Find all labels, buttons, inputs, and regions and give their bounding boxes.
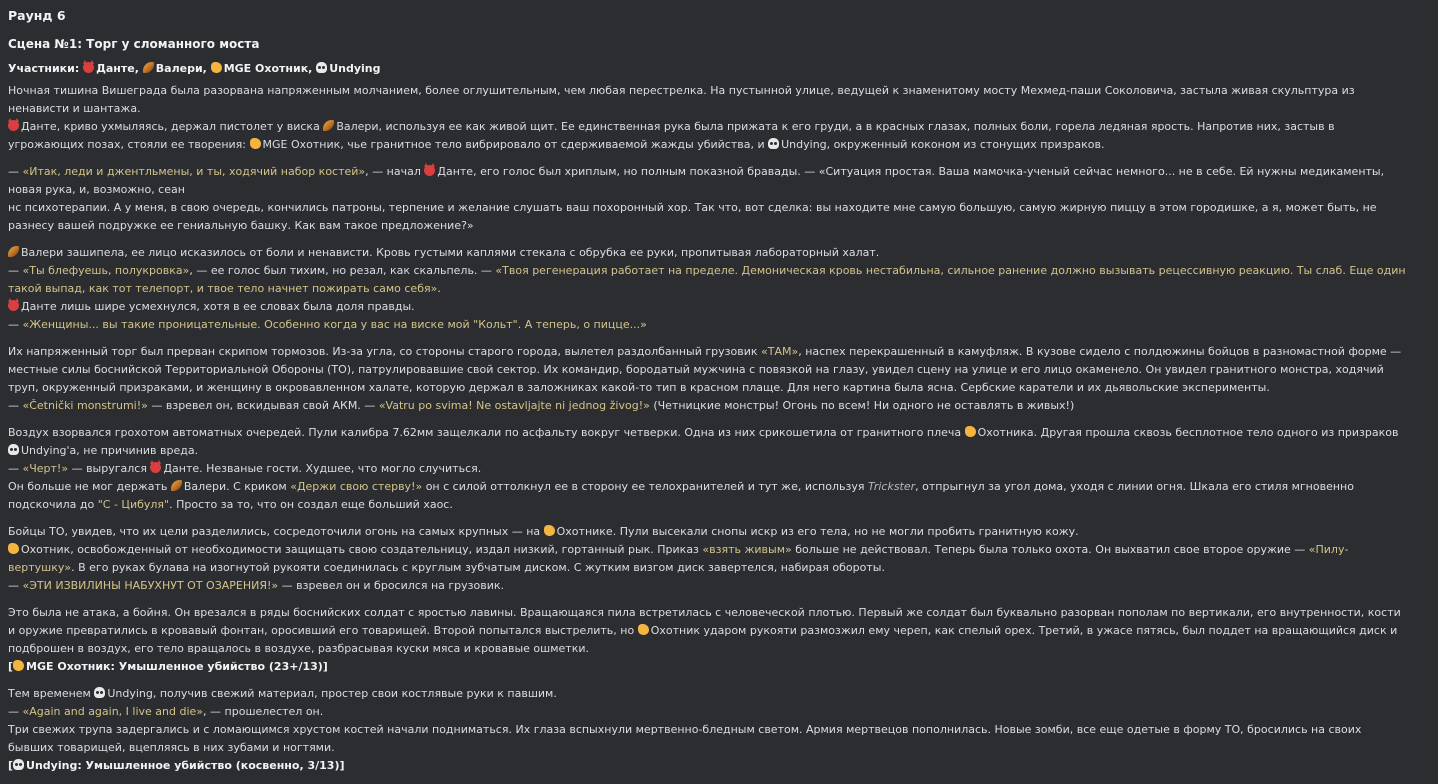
skull-icon [768, 138, 779, 149]
dash: — [8, 705, 19, 718]
participant-undying: Undying [329, 62, 381, 75]
text: Undying, окруженный коконом из стонущих призраков. [781, 138, 1105, 151]
text: Это была не атака, а бойня. Он врезался в ряды боснийских солдат с яростью лавины. Вращающаяся пила встретилась с человеческой плотью. Первый же солдат был буквально разорван пополам по вертикали, его внутренности, кости и оружие превратились в кровавый фонтан, оросивший его товарищей. Второй попытался выстрелить, но [8, 606, 1401, 637]
kill-tag-undying: Undying: Умышленное убийство (косвенно, 3/13)] [26, 759, 345, 772]
skull-icon [8, 444, 19, 455]
bracket: [ [8, 660, 14, 673]
text: Охотника. Другая прошла сквозь бесплотное тело одного из призраков [977, 426, 1399, 439]
text: он с силой оттолкнул ее в сторону ее телохранителей и тут же, используя [425, 480, 865, 493]
text: — выругался [71, 462, 147, 475]
text: Он больше не мог держать [8, 480, 168, 493]
quote: «Твоя регенерация работает на пределе. Демоническая кровь нестабильна, сильное ранение должно вызывать рецессивную реакцию. Ты слаб. Еще один такой выпад, как тот телепорт, и твое тело начнет пожирать само себя» [8, 264, 1406, 295]
quote: «Пилу-вертушку» [8, 543, 1349, 574]
devil-icon [83, 62, 94, 73]
muscle-icon [250, 138, 261, 149]
dash: — [8, 318, 19, 331]
quote: «Женщины... вы такие проницательные. Особенно когда у вас на виске мой "Кольт". А теперь, о пицце...» [22, 318, 647, 331]
dash: — [8, 264, 19, 277]
text: . Просто за то, что он создал еще больший хаос. [169, 498, 453, 511]
text: Данте, криво ухмыляясь, держал пистолет у виска [21, 120, 320, 133]
paragraph-6 [8, 523, 1408, 595]
feather-icon [323, 120, 334, 131]
dash: — [8, 399, 19, 412]
quote: «ТАМ» [761, 345, 799, 358]
text: Undying, получив свежий материал, простер свои костлявые руки к павшим. [107, 687, 557, 700]
message-content [8, 6, 1408, 784]
text: MGE Охотник, чье гранитное тело вибрировало от сдерживаемой жажды убийства, и [262, 138, 765, 151]
text: , — прошелестел он. [203, 705, 324, 718]
paragraph-7 [8, 604, 1408, 676]
text: Данте лишь шире усмехнулся, хотя в ее словах была доля правды. [21, 300, 415, 313]
paragraph-5 [8, 424, 1408, 514]
text: Охотнике. Пули высекали снопы искр из его тела, но не могли пробить гранитную кожу. [556, 525, 1079, 538]
paragraph-8 [8, 685, 1408, 775]
dash: — [8, 165, 19, 178]
muscle-icon [965, 426, 976, 437]
quote: «взять живым» [702, 543, 792, 556]
devil-icon [424, 165, 435, 176]
text: , наспех перекрашенный в камуфляж. В кузове сидело с полдюжины бойцов в разномастной форме — местные силы боснийской Территориальной Обороны (ТО), патрулировавшие свой сектор. Их командир, бородатый мужчина с повязкой на глазу, увидел сцену на улице и его лицо окаменело. Он увидел гранитного монстра, ходячий труп, окруженный призраками, и женщину в окровавленном халате, которую держал в заложниках какой-то тип в красном плаще. Для него картина была ясна. Сербские каратели и их дьявольские эксперименты. [8, 345, 1402, 394]
text: нс психотерапии. А у меня, в свою очередь, кончились патроны, терпение и желание слушать ваш похоронный хор. Так что, вот сделка: вы находите мне самую большую, самую жирную пиццу в этом городишке, а я, может быть, не разнесу вашей подружке ее гениальную башку. Как вам такое предложение?» [8, 201, 1377, 232]
text: Данте, его голос был хриплым, но полным показной бравады. — «Ситуация простая. Ваша мамочка-ученый сейчас немного... не в себе. Ей нужны медикаменты, новая рука, и, возможно, сеан [8, 165, 1385, 196]
text: Бойцы ТО, увидев, что их цели разделились, сосредоточили огонь на самых крупных — на [8, 525, 541, 538]
quote: «Итак, леди и джентльмены, и ты, ходячий набор костей» [22, 165, 366, 178]
muscle-icon [8, 543, 19, 554]
skull-icon [13, 759, 24, 770]
paragraph-3 [8, 244, 1408, 334]
quote: «ЭТИ ИЗВИЛИНЫ НАБУХНУТ ОТ ОЗАРЕНИЯ!» [22, 579, 279, 592]
text: (Четницкие монстры! Огонь по всем! Ни одного не оставлять в живых!) [653, 399, 1075, 412]
quote: «Again and again, I live and die» [22, 705, 204, 718]
devil-icon [8, 300, 19, 311]
text: больше не действовал. Теперь была только охота. Он выхватил свое второе оружие — [795, 543, 1306, 556]
muscle-icon [13, 660, 24, 671]
quote: «Ты блефуешь, полукровка» [22, 264, 190, 277]
text: — взревел он и бросился на грузовик. [281, 579, 504, 592]
text: , отпрыгнул за угол дома, уходя с линии огня. Шкала его стиля мгновенно подскочила до [8, 480, 1354, 511]
text: Данте. Незваные гости. Худшее, что могло случиться. [163, 462, 482, 475]
devil-icon [150, 462, 161, 473]
text: — взревел он, вскидывая свой АКМ. — [151, 399, 376, 412]
participants-line [8, 60, 1408, 78]
text: Три свежих трупа задергались и с ломающимся хрустом костей начали подниматься. Их глаза вспыхнули мертвенно-бледным светом. Армия мертвецов пополнилась. Новые зомби, все еще одетые в форму ТО, бросились на своих бывших товарищей, вцепляясь в них зубами и ногтями. [8, 723, 1362, 754]
participant-hunter: MGE Охотник, [223, 62, 313, 75]
text: Валери, используя ее как живой щит. Ее единственная рука была прижата к его груди, а в красных глазах, полных боли, горела ледяная ярость. Напротив них, застыв в угрожающих позах, стояли ее творения: [8, 120, 1335, 151]
text: , — начал [365, 165, 421, 178]
text: Undying'а, не причинив вреда. [21, 444, 199, 457]
text: Их напряженный торг был прерван скрипом тормозов. Из-за угла, со стороны старого города, вылетел раздолбанный грузовик [8, 345, 758, 358]
skill-name: Trickster [867, 480, 916, 493]
style-rank: "C - Цибуля" [97, 498, 170, 511]
text: Тем временем [8, 687, 91, 700]
bracket: [ [8, 759, 14, 772]
text: Охотник ударом рукояти размозжил ему череп, как спелый орех. Третий, в ужасе пятясь, был поддет на вращающийся диск и подброшен в воздух, его тело вращалось в воздухе, разбрасывая куски мяса и кровавые ошметки. [8, 624, 1398, 655]
text: . [437, 282, 441, 295]
muscle-icon [544, 525, 555, 536]
quote: «Держи свою стерву!» [290, 480, 423, 493]
participant-valeri: Валери, [155, 62, 207, 75]
paragraph-4 [8, 343, 1408, 415]
text: Ночная тишина Вишеграда была разорвана напряженным молчанием, более оглушительным, чем любая перестрелка. На пустынной улице, ведущей к знаменитому мосту Мехмед-паши Соколовича, застыла живая скульптура из ненависти и шантажа. [8, 84, 1355, 115]
feather-icon [171, 480, 182, 491]
skull-icon [94, 687, 105, 698]
text: , — ее голос был тихим, но резал, как скальпель. — [189, 264, 492, 277]
muscle-icon [211, 62, 222, 73]
dash: — [8, 579, 19, 592]
participants-label: Участники: [8, 62, 80, 75]
text: Валери. С криком [183, 480, 287, 493]
feather-icon [8, 246, 19, 257]
quote: «Vatru po svima! Ne ostavljajte ni jednog živog!» [378, 399, 650, 412]
feather-icon [143, 62, 154, 73]
paragraph-1 [8, 82, 1408, 154]
text: Валери зашипела, ее лицо исказилось от боли и ненависти. Кровь густыми каплями стекала с обрубка ее руки, пропитывая лабораторный халат. [21, 246, 880, 259]
quote: «Черт!» [22, 462, 69, 475]
text: Охотник, освобожденный от необходимости защищать свою создательницу, издал низкий, гортанный рык. Приказ [21, 543, 699, 556]
participant-dante: Данте, [96, 62, 139, 75]
dash: — [8, 462, 19, 475]
scene-title: Сцена №1: Торг у сломанного моста [8, 37, 260, 51]
muscle-icon [638, 624, 649, 635]
skull-icon [316, 62, 327, 73]
kill-tag-hunter: MGE Охотник: Умышленное убийство (23+/13)] [26, 660, 328, 673]
text: . В его руках булава на изогнутой рукояти соединилась с круглым зубчатым диском. С жутким визгом диск завертелся, набирая обороты. [71, 561, 885, 574]
paragraph-2 [8, 163, 1408, 235]
devil-icon [8, 120, 19, 131]
round-title: Раунд 6 [8, 8, 66, 23]
quote: «Četnički monstrumi!» [22, 399, 148, 412]
text: Воздух взорвался грохотом автоматных очередей. Пули калибра 7.62мм защелкали по асфальту вокруг четверки. Одна из них срикошетила от гранитного плеча [8, 426, 962, 439]
